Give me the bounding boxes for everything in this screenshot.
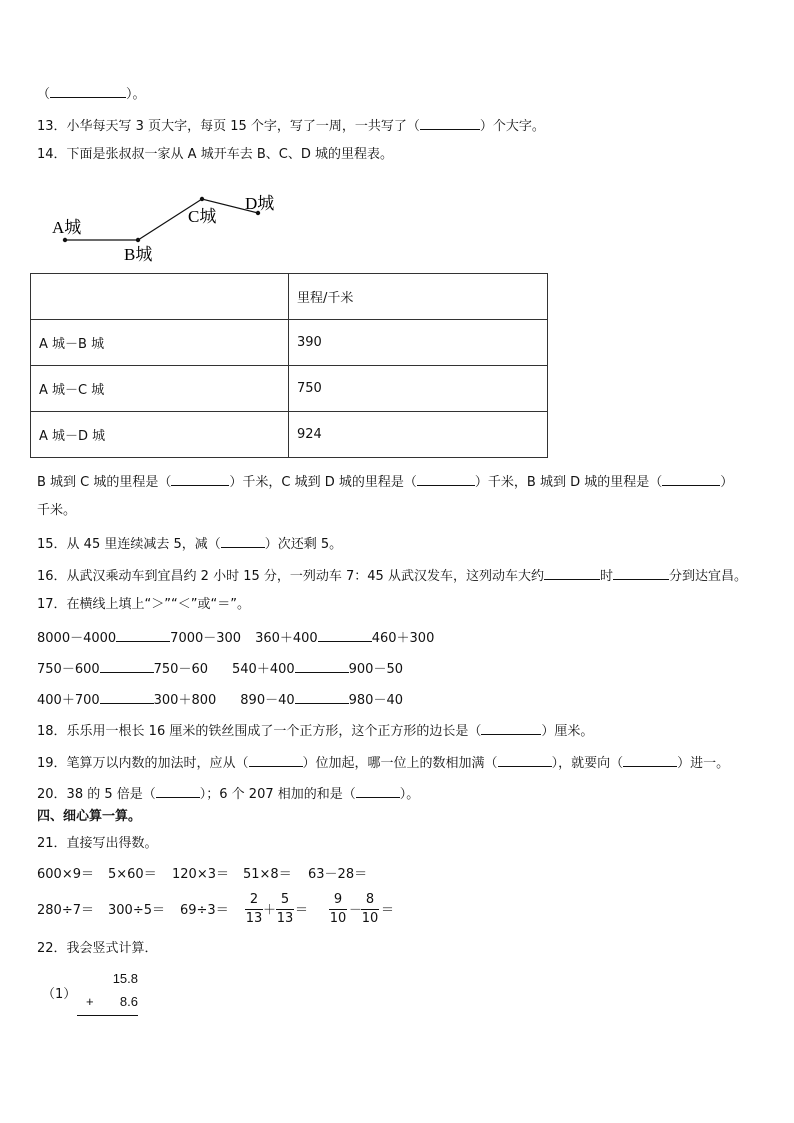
- answer-blank[interactable]: [481, 720, 541, 735]
- problem-label: （1）: [42, 987, 77, 1002]
- city-c-dot: [200, 197, 204, 201]
- answer-blank[interactable]: [356, 783, 400, 798]
- city-a-label: A城: [52, 218, 82, 237]
- compare-blank[interactable]: [295, 689, 349, 704]
- answer-blank[interactable]: [171, 471, 229, 486]
- compare-row: 750－600 750－60 540＋400 900－50: [37, 658, 403, 679]
- question-19: 19．笔算万以内数的加法时，应从（ ）位加起，哪一位上的数相加满（ ），就要向（ ）进一。: [37, 752, 729, 773]
- question-20: 20．38 的 5 倍是（ ）；6 个 207 相加的和是（ ）。: [37, 783, 419, 804]
- table-row: [31, 412, 548, 458]
- question-21: 21．直接写出得数。: [37, 836, 158, 851]
- city-c-label: C城: [188, 207, 217, 226]
- sum-line: [77, 1015, 138, 1016]
- table-row: [31, 320, 548, 366]
- answer-blank[interactable]: [221, 533, 265, 548]
- q12-tail: （ ）。: [37, 83, 146, 104]
- question-18: 18．乐乐用一根长 16 厘米的铁丝围成了一个正方形，这个正方形的边长是（ ）厘米。: [37, 720, 593, 741]
- compare-row: 400＋700 300＋800 890－40 980－40: [37, 689, 403, 710]
- oral-calc-item: 280÷7＝: [37, 903, 94, 918]
- mileage-table: [30, 273, 548, 458]
- question-14-answer: B 城到 C 城的里程是（ ）千米，C 城到 D 城的里程是（ ）千米，B 城到 D 城的里程是（ ）: [37, 471, 733, 492]
- compare-blank[interactable]: [100, 689, 154, 704]
- oral-calc-item: 120×3＝: [172, 867, 229, 882]
- oral-calc-item: 5×60＝: [108, 867, 157, 882]
- answer-blank[interactable]: [498, 752, 552, 767]
- oral-calc-item: 600×9＝: [37, 867, 94, 882]
- route-map: [40, 185, 300, 270]
- answer-blank[interactable]: [50, 83, 126, 98]
- equals-sign: ＝: [381, 903, 395, 918]
- plus-sign: +: [86, 994, 94, 1009]
- compare-blank[interactable]: [318, 627, 372, 642]
- compare-blank[interactable]: [295, 658, 349, 673]
- route-line: [65, 199, 258, 240]
- table-header-cell: 里程/千米: [289, 274, 548, 320]
- table-row: [31, 366, 548, 412]
- city-a-dot: [63, 238, 67, 242]
- table-cell: 750: [289, 366, 548, 412]
- answer-blank[interactable]: [662, 471, 720, 486]
- question-16: 16．从武汉乘动车到宜昌约 2 小时 15 分，一列动车 7：45 从武汉发车，这列动车大约 时 分到达宜昌。: [37, 565, 747, 586]
- table-cell: A 城－C 城: [31, 366, 289, 412]
- table-cell: 390: [289, 320, 548, 366]
- question-22: 22．我会竖式计算．: [37, 941, 158, 956]
- city-b-dot: [136, 238, 140, 242]
- table-header-cell: [31, 274, 289, 320]
- oral-calc-item: 63－28＝: [308, 867, 368, 882]
- city-b-label: B城: [124, 245, 153, 264]
- operator: －: [349, 903, 363, 918]
- oral-calc-item: 300÷5＝: [108, 903, 165, 918]
- table-cell: A 城－D 城: [31, 412, 289, 458]
- operator: ＋: [263, 903, 277, 918]
- fraction: 2 13: [245, 892, 263, 926]
- answer-blank[interactable]: [623, 752, 677, 767]
- answer-blank[interactable]: [417, 471, 475, 486]
- table-cell: 924: [289, 412, 548, 458]
- answer-blank[interactable]: [613, 565, 669, 580]
- answer-blank[interactable]: [420, 115, 480, 130]
- answer-blank[interactable]: [156, 783, 200, 798]
- compare-blank[interactable]: [100, 658, 154, 673]
- fraction: 8 10: [361, 892, 379, 926]
- compare-row: 8000－4000 7000－300 360＋400 460＋300: [37, 627, 434, 648]
- oral-calc-item: 51×8＝: [243, 867, 292, 882]
- question-13: 13．小华每天写 3 页大字，每页 15 个字，写了一周，一共写了（ ）个大字。: [37, 115, 545, 136]
- fraction: 9 10: [329, 892, 347, 926]
- compare-blank[interactable]: [116, 627, 170, 642]
- addend-top: 15.8: [112, 971, 138, 986]
- table-cell: A 城－B 城: [31, 320, 289, 366]
- city-d-label: D城: [245, 194, 275, 213]
- equals-sign: ＝: [295, 903, 309, 918]
- question-14: 14．下面是张叔叔一家从 A 城开车去 B、C、D 城的里程表。: [37, 147, 393, 162]
- answer-blank[interactable]: [544, 565, 600, 580]
- section-title: 四、细心算一算。: [37, 809, 142, 824]
- question-15: 15．从 45 里连续减去 5，减（ ）次还剩 5。: [37, 533, 342, 554]
- oral-calc-item: 69÷3＝: [180, 903, 229, 918]
- fraction: 5 13: [276, 892, 294, 926]
- addend-bottom: 8.6: [119, 994, 138, 1009]
- answer-blank[interactable]: [249, 752, 303, 767]
- question-17: 17．在横线上填上“＞”“＜”或“＝”。: [37, 597, 250, 612]
- question-14-answer-cont: 千米。: [37, 503, 77, 518]
- table-header-row: [31, 274, 548, 320]
